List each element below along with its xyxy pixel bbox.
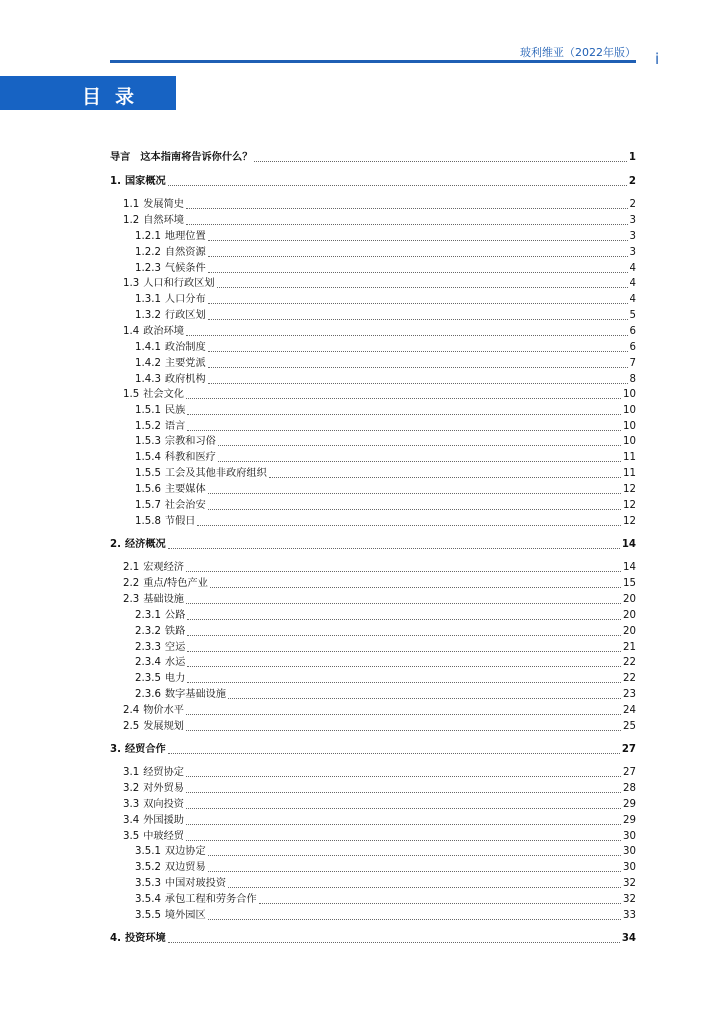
- toc-entry-number: 2.3.2: [135, 626, 161, 637]
- toc-entry[interactable]: [110, 624, 636, 639]
- toc-entry-number: 3.4: [123, 815, 140, 826]
- toc-entry[interactable]: [110, 655, 636, 670]
- toc-leader-dots: [186, 223, 628, 225]
- toc-entry-title: 空运: [164, 642, 186, 653]
- toc-entry-title: 发展规划: [143, 721, 184, 732]
- toc-entry[interactable]: [110, 466, 636, 481]
- toc-entry-title: 语言: [164, 421, 186, 432]
- toc-entry[interactable]: [110, 229, 636, 244]
- toc-leader-dots: [187, 429, 621, 431]
- toc-entry-title: 铁路: [164, 626, 186, 637]
- toc-leader-dots: [218, 460, 621, 462]
- toc-entry[interactable]: [110, 356, 636, 371]
- toc-entry-page: 10: [623, 389, 636, 400]
- toc-entry-number: 1.2.2: [135, 247, 161, 258]
- toc-entry-title: 行政区划: [164, 310, 206, 321]
- toc-entry-title: 物价水平: [143, 705, 184, 716]
- toc-leader-dots: [208, 239, 628, 241]
- toc-leader-dots: [187, 634, 621, 636]
- toc-leader-dots: [186, 602, 621, 604]
- toc-entry-number: 1.: [110, 176, 121, 187]
- toc-entry-number: 1.4.3: [135, 374, 161, 385]
- toc-entry-page: 30: [623, 862, 636, 873]
- toc-leader-dots: [186, 791, 621, 793]
- toc-entry-title: 主要党派: [164, 358, 206, 369]
- toc-entry[interactable]: [110, 213, 636, 228]
- toc-entry-page: 11: [623, 468, 636, 479]
- toc-entry-title: 双边协定: [164, 846, 206, 857]
- toc-entry-number: 1.5.8: [135, 516, 161, 527]
- toc-entry-page: 20: [623, 610, 636, 621]
- toc-entry-number: 3.1: [123, 767, 140, 778]
- toc-leader-dots: [208, 366, 628, 368]
- toc-entry-number: 1.3.1: [135, 294, 161, 305]
- toc-entry-page: 27: [621, 744, 636, 755]
- toc-entry-title: 节假日: [164, 516, 196, 527]
- toc-entry-title: 气候条件: [164, 263, 206, 274]
- toc-entry-number: 1.5.6: [135, 484, 161, 495]
- toc-entry-title: 电力: [164, 673, 186, 684]
- toc-entry-page: 15: [623, 578, 636, 589]
- toc-entry-title: 政治环境: [143, 326, 184, 337]
- toc-entry-number: 1.5.5: [135, 468, 161, 479]
- toc-leader-dots: [208, 318, 628, 320]
- toc-entry[interactable]: [110, 781, 636, 796]
- toc-entry-page: 10: [623, 436, 636, 447]
- toc-entry[interactable]: [110, 640, 636, 655]
- toc-entry-title: 自然环境: [143, 215, 184, 226]
- toc-entry[interactable]: [110, 261, 636, 276]
- toc-entry-title: 双边贸易: [164, 862, 206, 873]
- toc-entry-page: 6: [629, 326, 636, 337]
- toc-entry-number: 2.4: [123, 705, 140, 716]
- toc-entry-number: 1.5.3: [135, 436, 161, 447]
- toc-entry-page: 8: [629, 374, 636, 385]
- toc-entry-page: 3: [629, 231, 636, 242]
- toc-entry-page: 5: [629, 310, 636, 321]
- toc-entry-number: 1.4.2: [135, 358, 161, 369]
- toc-entry-page: 3: [629, 247, 636, 258]
- toc-entry-number: 3.2: [123, 783, 140, 794]
- toc-leader-dots: [259, 902, 621, 904]
- toc-leader-dots: [218, 444, 621, 446]
- toc-entry[interactable]: [110, 860, 636, 875]
- toc-entry-page: 11: [623, 452, 636, 463]
- toc-entry-title: 经济概况: [124, 539, 166, 550]
- toc-entry-title: 数字基础设施: [164, 689, 227, 700]
- toc-entry-title: 地理位置: [164, 231, 206, 242]
- toc-entry-page: 4: [629, 263, 636, 274]
- toc-entry-number: 2.3.6: [135, 689, 161, 700]
- toc-entry-title: 经贸协定: [143, 767, 184, 778]
- toc-entry[interactable]: [110, 844, 636, 859]
- toc-entry-title: 主要媒体: [164, 484, 206, 495]
- toc-entry-page: 27: [623, 767, 636, 778]
- header-page-number: i: [655, 50, 660, 68]
- toc-entry-number: 2.3.4: [135, 657, 161, 668]
- toc-entry-title: 双向投资: [143, 799, 184, 810]
- toc-entry-number: 1.5: [123, 389, 140, 400]
- toc-entry[interactable]: [110, 482, 636, 497]
- toc-leader-dots: [197, 524, 621, 526]
- toc-leader-dots: [187, 665, 621, 667]
- toc-entry[interactable]: [110, 687, 636, 702]
- toc-entry[interactable]: [110, 908, 636, 923]
- toc-entry-page: 12: [623, 484, 636, 495]
- toc-entry-page: 2: [629, 199, 636, 210]
- toc-entry-number: 2.2: [123, 578, 140, 589]
- toc-leader-dots: [210, 586, 621, 588]
- toc-entry-page: 4: [629, 294, 636, 305]
- toc-leader-dots: [208, 271, 628, 273]
- toc-leader-dots: [269, 476, 621, 478]
- toc-entry-page: 24: [623, 705, 636, 716]
- toc-entry[interactable]: [110, 560, 636, 575]
- toc-leader-dots: [186, 207, 628, 209]
- toc-entry-title: 水运: [164, 657, 186, 668]
- toc-entry[interactable]: [110, 434, 636, 449]
- toc-entry-page: 7: [629, 358, 636, 369]
- toc-leader-dots: [187, 413, 621, 415]
- toc-leader-dots: [217, 286, 628, 288]
- toc-entry-page: 12: [623, 500, 636, 511]
- toc-entry-title: 对外贸易: [143, 783, 184, 794]
- toc-entry-number: 2.5: [123, 721, 140, 732]
- toc-entry[interactable]: [110, 742, 636, 757]
- toc-entry-page: 30: [623, 831, 636, 842]
- toc-leader-dots: [186, 570, 621, 572]
- toc-entry-title: 中国对玻投资: [164, 878, 227, 889]
- toc-leader-dots: [187, 618, 621, 620]
- toc-entry-title: 社会文化: [143, 389, 184, 400]
- toc-entry[interactable]: [110, 419, 636, 434]
- toc-entry-title: 人口和行政区划: [143, 278, 215, 289]
- toc-entry-number: 1.2.3: [135, 263, 161, 274]
- toc-leader-dots: [208, 918, 621, 920]
- toc-entry-number: 1.4.1: [135, 342, 161, 353]
- toc-leader-dots: [208, 302, 628, 304]
- toc-entry-number: 1.1: [123, 199, 140, 210]
- toc-entry-page: 6: [629, 342, 636, 353]
- toc-entry[interactable]: [110, 308, 636, 323]
- toc-entry[interactable]: [110, 592, 636, 607]
- toc-leader-dots: [208, 508, 621, 510]
- toc-entry-page: 14: [623, 562, 636, 573]
- toc-leader-dots: [208, 854, 621, 856]
- toc-entry[interactable]: [110, 671, 636, 686]
- toc-entry-page: 2: [628, 176, 636, 187]
- toc-entry-page: 20: [623, 594, 636, 605]
- toc-entry-number: 1.5.7: [135, 500, 161, 511]
- toc-entry[interactable]: [110, 765, 636, 780]
- toc-entry-number: 1.3: [123, 278, 140, 289]
- toc-heading: 目录: [82, 86, 149, 108]
- toc-entry-number: 2.3.1: [135, 610, 161, 621]
- toc-entry-title: 国家概况: [124, 176, 166, 187]
- toc-entry-page: 23: [623, 689, 636, 700]
- toc-entry-number: 3.5: [123, 831, 140, 842]
- toc-entry[interactable]: [110, 576, 636, 591]
- toc-entry[interactable]: [110, 813, 636, 828]
- toc-entry-page: 22: [623, 673, 636, 684]
- toc-entry-title: 境外园区: [164, 910, 206, 921]
- toc-leader-dots: [228, 886, 621, 888]
- toc-entry-number: 1.5.4: [135, 452, 161, 463]
- toc-entry-page: 22: [623, 657, 636, 668]
- toc-leader-dots: [186, 713, 621, 715]
- toc-entry-title: 科教和医疗: [164, 452, 216, 463]
- toc-entry-title: 公路: [164, 610, 186, 621]
- toc-entry-intro[interactable]: [110, 150, 636, 165]
- toc-entry-page: 25: [623, 721, 636, 732]
- toc-leader-dots: [208, 382, 628, 384]
- toc-entry-number: 3.5.1: [135, 846, 161, 857]
- toc-entry-number: 3.3: [123, 799, 140, 810]
- toc-leader-dots: [186, 839, 621, 841]
- toc-entry-number: 4.: [110, 933, 121, 944]
- toc-leader-dots: [186, 397, 621, 399]
- toc-leader-dots: [208, 492, 621, 494]
- header-rule: [110, 60, 636, 63]
- toc-entry-number: 2.3: [123, 594, 140, 605]
- toc-entry-number: 2.3.3: [135, 642, 161, 653]
- toc-leader-dots: [208, 870, 621, 872]
- toc-entry-number: 3.5.5: [135, 910, 161, 921]
- toc-banner: [0, 76, 176, 110]
- toc-entry-page: 10: [623, 405, 636, 416]
- toc-entry[interactable]: [110, 245, 636, 260]
- toc-intro-label: 导言: [110, 152, 131, 163]
- toc-intro-title: 这本指南将告诉你什么？: [140, 152, 253, 163]
- toc-entry-number: 1.5.2: [135, 421, 161, 432]
- toc-intro-page: 1: [628, 152, 636, 163]
- toc-leader-dots: [186, 334, 628, 336]
- toc-entry-page: 21: [623, 642, 636, 653]
- toc-leader-dots: [187, 650, 621, 652]
- toc-entry-page: 28: [623, 783, 636, 794]
- toc-entry[interactable]: [110, 197, 636, 212]
- toc-entry-page: 33: [623, 910, 636, 921]
- toc-entry[interactable]: [110, 892, 636, 907]
- toc-entry-number: 1.4: [123, 326, 140, 337]
- toc-entry-page: 32: [623, 894, 636, 905]
- toc-entry[interactable]: [110, 372, 636, 387]
- toc-entry-page: 30: [623, 846, 636, 857]
- toc-leader-dots: [186, 775, 621, 777]
- toc-entry[interactable]: [110, 608, 636, 623]
- toc-leader-dots: [208, 255, 628, 257]
- toc-entry-number: 1.5.1: [135, 405, 161, 416]
- toc-entry-number: 3.5.4: [135, 894, 161, 905]
- toc-entry-title: 外国援助: [143, 815, 184, 826]
- toc-entry-number: 2.3.5: [135, 673, 161, 684]
- toc-entry[interactable]: [110, 324, 636, 339]
- toc-entry[interactable]: [110, 450, 636, 465]
- toc-entry[interactable]: [110, 703, 636, 718]
- toc-entry[interactable]: [110, 174, 636, 189]
- toc-leader-dots: [186, 823, 621, 825]
- header-doc-title: 玻利维亚（2022年版）: [520, 46, 636, 59]
- toc-entry-number: 1.2: [123, 215, 140, 226]
- toc-entry[interactable]: [110, 829, 636, 844]
- toc-leader-dots: [208, 350, 628, 352]
- toc-entry-number: 1.3.2: [135, 310, 161, 321]
- toc-leader-dots: [187, 681, 621, 683]
- toc-entry-number: 3.: [110, 744, 121, 755]
- toc-leader-dots: [168, 547, 620, 549]
- toc-entry-title: 基础设施: [143, 594, 184, 605]
- toc-entry-title: 经贸合作: [124, 744, 166, 755]
- toc-entry-page: 4: [629, 278, 636, 289]
- toc-entry-page: 29: [623, 815, 636, 826]
- toc-entry[interactable]: [110, 719, 636, 734]
- toc-entry-title: 投资环境: [124, 933, 166, 944]
- toc-entry[interactable]: [110, 876, 636, 891]
- toc-entry[interactable]: [110, 387, 636, 402]
- toc-entry-page: 14: [621, 539, 636, 550]
- toc-entry-number: 2.1: [123, 562, 140, 573]
- toc-entry-title: 民族: [164, 405, 186, 416]
- toc-entry-title: 中玻经贸: [143, 831, 184, 842]
- toc-entry-title: 工会及其他非政府组织: [164, 468, 267, 479]
- toc-entry-title: 宏观经济: [143, 562, 184, 573]
- toc-entry-page: 32: [623, 878, 636, 889]
- toc-leader-dots: [228, 697, 621, 699]
- toc-entry[interactable]: [110, 931, 636, 946]
- toc-entry-title: 人口分布: [164, 294, 206, 305]
- toc-entry-page: 12: [623, 516, 636, 527]
- toc-entry[interactable]: [110, 537, 636, 552]
- toc-entry-title: 政府机构: [164, 374, 206, 385]
- toc-entry[interactable]: [110, 403, 636, 418]
- toc-entry-number: 3.5.2: [135, 862, 161, 873]
- toc-entry-title: 宗教和习俗: [164, 436, 216, 447]
- toc-entry-page: 10: [623, 421, 636, 432]
- toc-entry-number: 1.2.1: [135, 231, 161, 242]
- toc-entry-title: 重点/特色产业: [143, 578, 208, 589]
- toc-entry-title: 承包工程和劳务合作: [164, 894, 257, 905]
- toc-entry[interactable]: [110, 797, 636, 812]
- toc-entry-page: 34: [621, 933, 636, 944]
- toc-entry-title: 社会治安: [164, 500, 206, 511]
- toc-entry-page: 29: [623, 799, 636, 810]
- toc-entry[interactable]: [110, 340, 636, 355]
- toc-leader-dots: [168, 941, 620, 943]
- toc-entry[interactable]: [110, 498, 636, 513]
- toc-leader-dots: [186, 729, 621, 731]
- toc-entry-number: 3.5.3: [135, 878, 161, 889]
- toc-entry-title: 政治制度: [164, 342, 206, 353]
- toc-leader-dots: [168, 184, 627, 186]
- toc-entry[interactable]: [110, 292, 636, 307]
- toc-leader-dots: [168, 752, 620, 754]
- toc-entry-number: 2.: [110, 539, 121, 550]
- toc-entry-title: 自然资源: [164, 247, 206, 258]
- toc-entry-page: 20: [623, 626, 636, 637]
- toc-entry[interactable]: [110, 514, 636, 529]
- toc-entry[interactable]: [110, 276, 636, 291]
- toc-entry-title: 发展简史: [143, 199, 184, 210]
- toc-leader-dots: [186, 807, 621, 809]
- toc-entry-page: 3: [629, 215, 636, 226]
